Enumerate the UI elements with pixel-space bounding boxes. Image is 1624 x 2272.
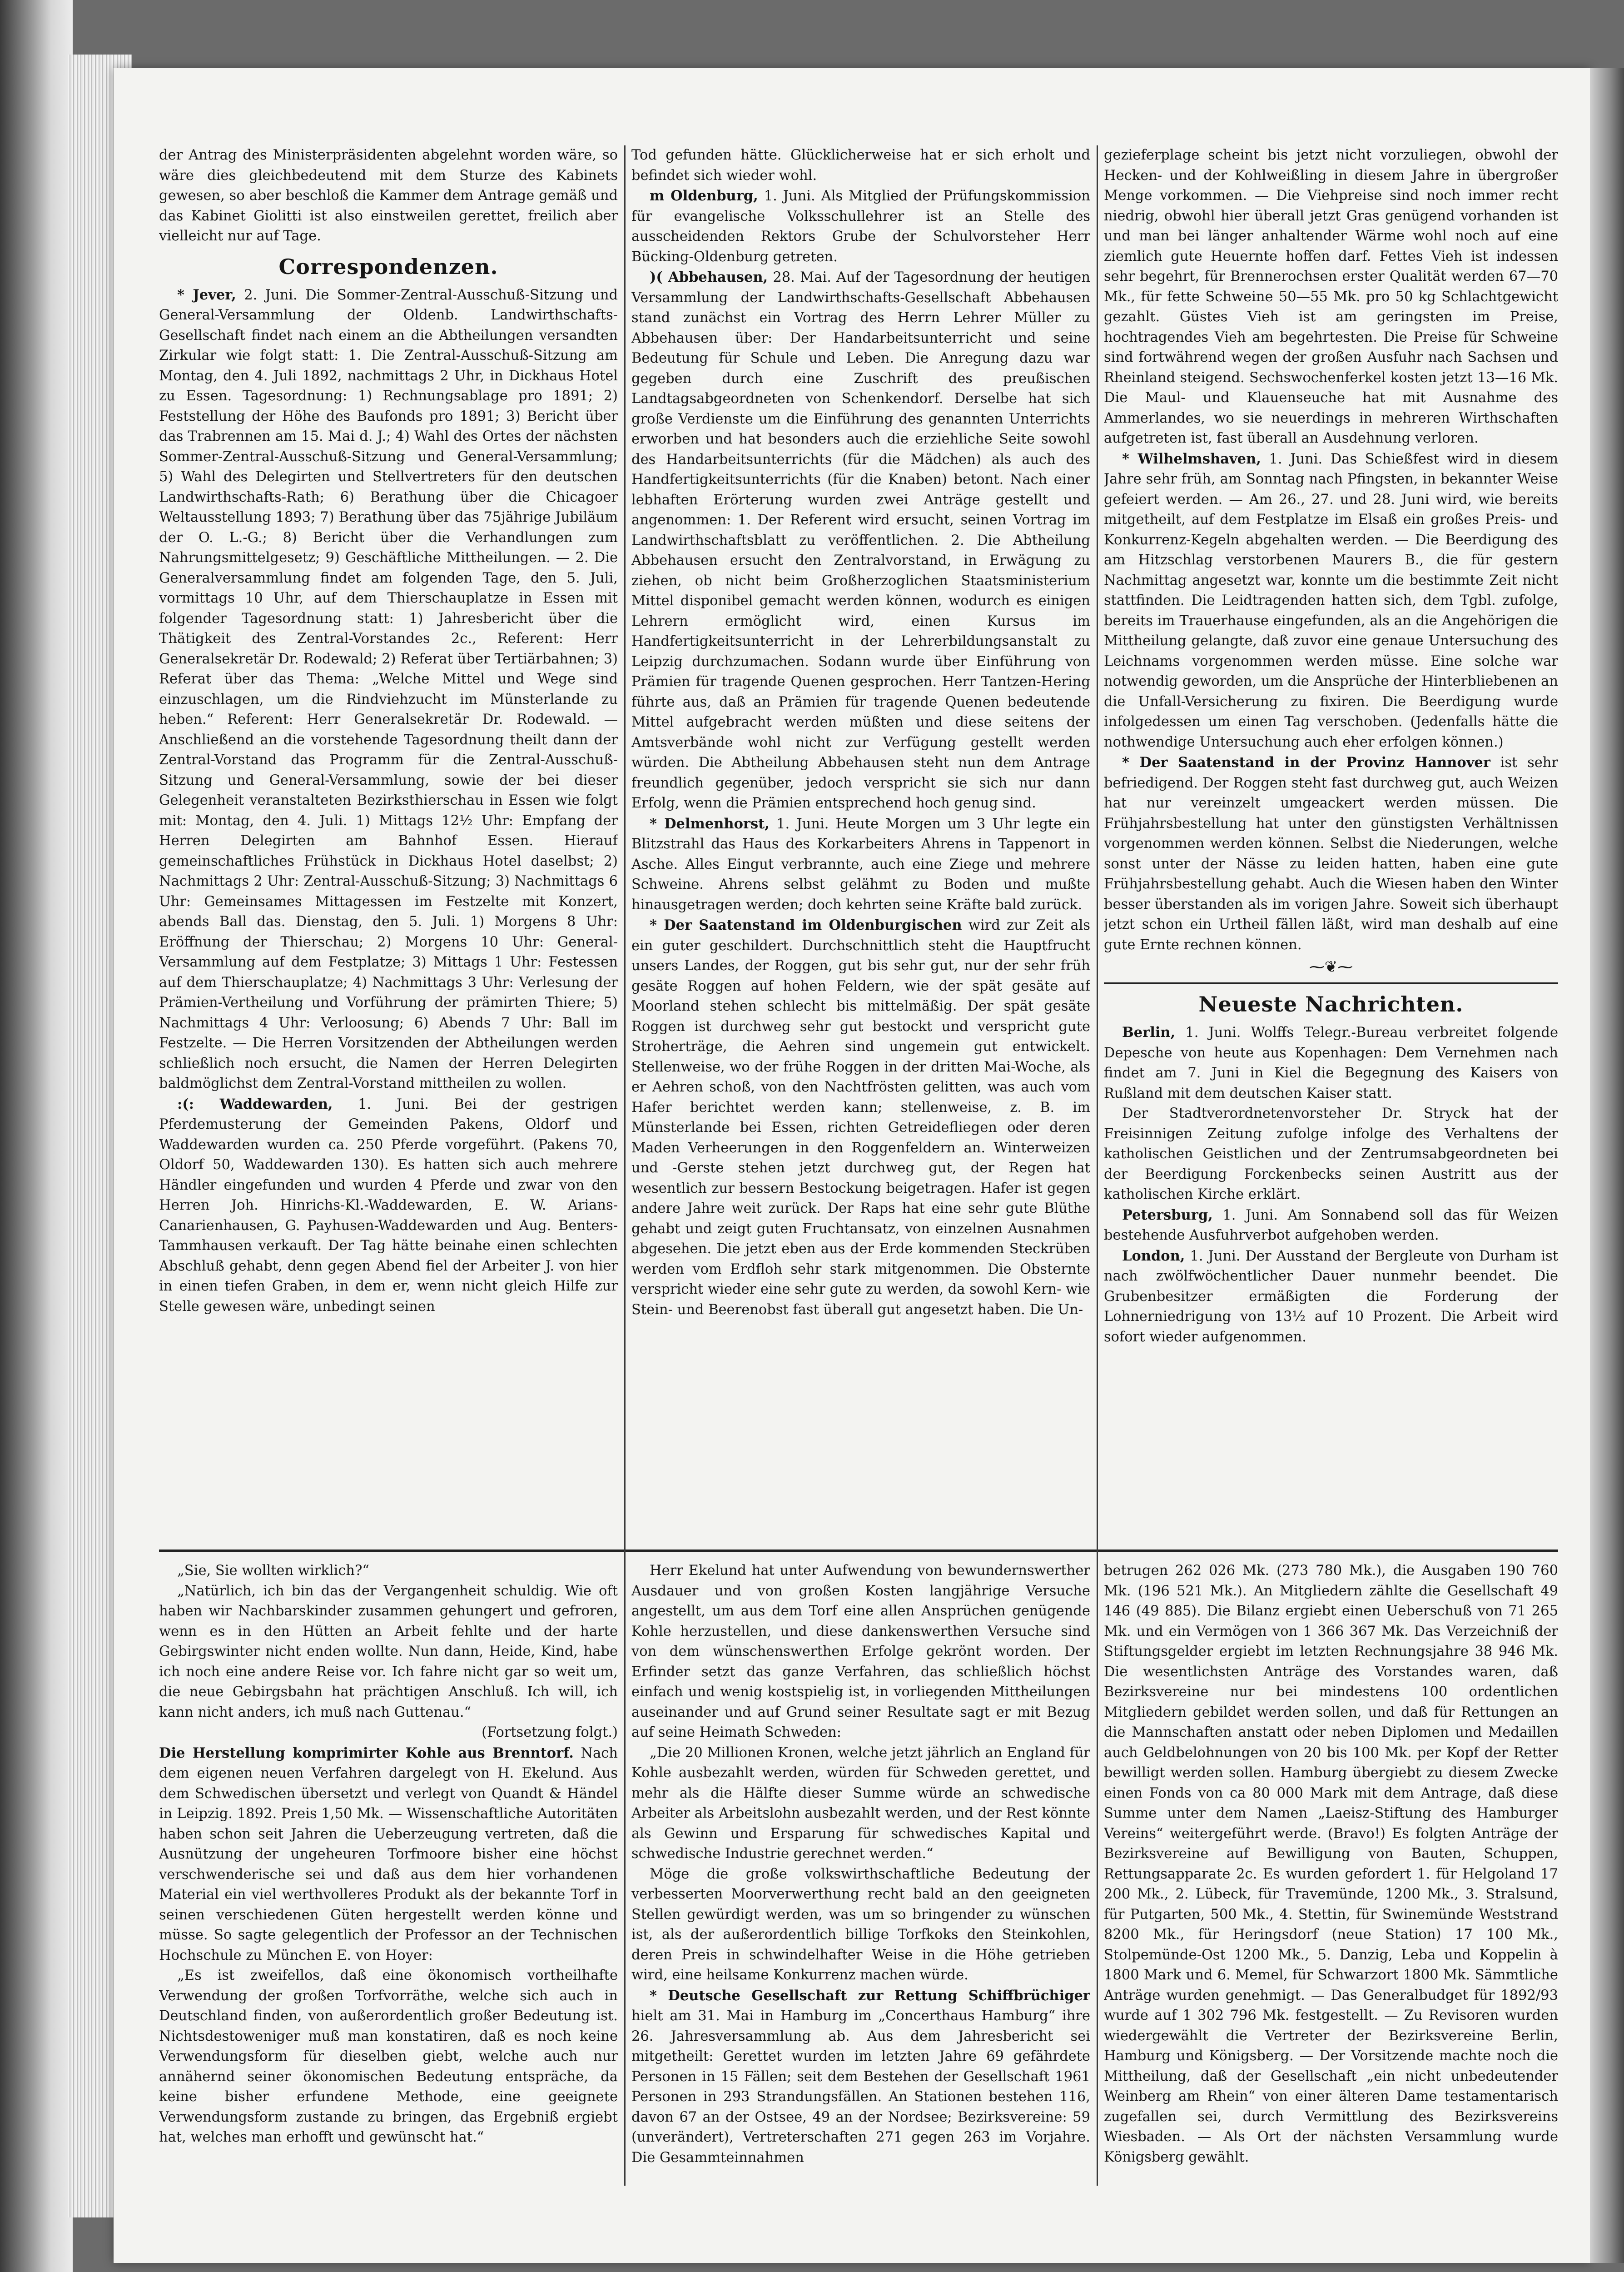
- article-text: ist sehr befriedigend. Der Roggen steht fast durchweg gut, auch Weizen hat nur vereinzelt umgeackert werden müssen. Die Frühjahrsbestellung hat unter den günstigsten Verhältnissen vorgenommen werden können. Selbst die Niederungen, welche sonst unter der Nässe zu leiden hatten, haben eine gute Frühjahrsbestellung gehabt. Auch die Wiesen haben den Winter besser überstanden als im vorigen Jahre. Soweit sich überhaupt jetzt schon ein Urtheil fällen läßt, wird man deshalb auf eine gute Ernte rechnen können.: [1104, 755, 1558, 953]
- article-paragraph: [631, 915, 1090, 1320]
- article-text: 1. Juni. Der Ausstand der Bergleute von Durham ist nach zwölfwöchentlicher Dauer nunmehr beendet. Die Grubenbesitzer ermäßigten die Forderung der Lohnerniedrigung von 13½ auf 10 Prozent. Die Arbeit wird sofort wieder aufgenommen.: [1104, 1248, 1558, 1345]
- article-dateline: Petersburg,: [1122, 1206, 1213, 1223]
- article-dateline: * Delmenhorst,: [650, 815, 770, 832]
- section-heading: Correspondenzen.: [278, 254, 498, 279]
- article-dateline: * Der Saatenstand in der Provinz Hannover: [1122, 754, 1490, 771]
- article-text: 1. Juni. Das Schießfest wird in diesem Jahre sehr früh, am Sonntag nach Pfingsten, in bekannter Weise gefeiert werden. — Am 26., 27. und 28. Juni wird, wie bereits mitgetheilt, auf dem Festplatze im Elsaß ein großes Preis- und Konkurrenz-Kegeln abgehalten werden. — Die Beerdigung des am Hitzschlag verstorbenen Maurers B., die für gestern Nachmittag angesetzt war, konnte um die bestimmte Zeit nicht stattfinden. Die Leidtragenden hatten sich, dem Tgbl. zufolge, bereits im Trauerhause eingefunden, als an die Angehörigen die Mittheilung gelangte, daß zuvor eine genaue Untersuchung des Leichnams vorgenommen werden müsse. Eine solche war notwendig geworden, um die Ansprüche der Hinterbliebenen an die Unfall-Versicherung zu fixiren. Die Beerdigung wurde infolgedessen um einen Tag verschoben. (Jedenfalls hätte die nothwendige Untersuchung auch eher erfolgen können.): [1104, 451, 1558, 750]
- column-left-bottom: [159, 1561, 618, 2188]
- column-right-bottom: [1104, 1561, 1558, 2188]
- section-heading: Neueste Nachrichten.: [1104, 982, 1558, 1018]
- article-paragraph: [159, 1581, 618, 1723]
- article-paragraph: [1104, 449, 1558, 753]
- article-paragraph: [631, 145, 1090, 186]
- article-paragraph: [1104, 1205, 1558, 1246]
- article-text: Herr Ekelund hat unter Aufwendung von bewundernswerther Ausdauer und von großen Kosten langjährige Versuche angestellt, um aus dem Torf eine allen Ansprüchen genügende Kohle herzustellen, und diese dankenswerthen Versuche sind von dem wünschenswerthen Erfolge gekrönt worden. Der Erfinder setzt das ganze Verfahren, das schließlich höchst einfach und wenig kostspielig ist, in vorliegenden Mittheilungen auseinander und auf Grund seiner Resultate sagt er mit Bezug auf seine Heimath Schweden:: [631, 1563, 1090, 1740]
- article-paragraph: [1104, 1104, 1558, 1205]
- article-paragraph: [1104, 1246, 1558, 1348]
- newspaper-sheet: [45, 80, 1599, 2242]
- article-paragraph: [1104, 1561, 1558, 2167]
- column-middle-top: [631, 145, 1090, 1545]
- article-paragraph: [631, 1986, 1090, 2168]
- article-text: „Natürlich, ich bin das der Vergangenheit schuldig. Wie oft haben wir Nachbarskinder zusammen gehungert und gefroren, wenn es in den Hütten an Arbeit fehlte und der harte Gebirgswinter nicht enden wollte. Nun dann, Heide, Kind, habe ich noch eine andere Reise vor. Ich fahre nicht gar so weit um, die neue Gebirgsbahn hat prächtigen Anschluß. Ich will, ich kann nicht anders, ich muß nach Guttenau.“: [159, 1583, 618, 1720]
- ornament-divider: ⁓❦⁓: [1309, 958, 1353, 976]
- column-left-top: [159, 145, 618, 1545]
- article-text: „Sie, Sie wollten wirklich?“: [177, 1563, 370, 1579]
- article-dateline: * Jever,: [177, 286, 236, 303]
- article-paragraph: [631, 1864, 1090, 1986]
- article-text: Möge die große volkswirthschaftliche Bedeutung der verbesserten Moorverwerthung recht bald an den geeigneten Stellen gewürdigt werden, was um so bringender zu wünschen ist, als der außerordentlich billige Torfkoks den Steinkohlen, deren Preis in schwindelhafter Weise in die Höhe getrieben wird, eine heilsame Konkurrenz machen würde.: [631, 1866, 1090, 1983]
- article-dateline: Berlin,: [1122, 1024, 1176, 1041]
- article-paragraph: [631, 1561, 1090, 1743]
- article-dateline: * Deutsche Gesellschaft zur Rettung Schiffbrüchiger: [650, 1987, 1090, 2004]
- article-paragraph: [631, 814, 1090, 916]
- section-rule: [159, 1550, 1558, 1552]
- article-text: 2. Juni. Die Sommer-Zentral-Ausschuß-Sitzung und General-Versammlung der Oldenb. Landwirthschafts-Gesellschaft findet nach einem an die Abtheilungen versandten Zirkular wie folgt statt: 1. Die Zentral-Ausschuß-Sitzung am Montag, den 4. Juli 1892, nachmittags 2 Uhr, in Dickhaus Hotel zu Essen. Tagesordnung: 1) Rechnungsablage pro 1891; 2) Feststellung der Höhe des Baufonds pro 1891; 3) Bericht über das Trabrennen am 15. Mai d. J.; 4) Wahl des Ortes der nächsten Sommer-Zentral-Ausschuß-Sitzung und General-Versammlung; 5) Wahl des Delegirten und Stellvertreters für den deutschen Landwirthschafts-Rath; 6) Berathung über die Chicagoer Weltausstellung 1893; 7) Berathung über das 75jährige Jubiläum der O. L.-G.; 8) Bericht über die Verhandlungen zum Nahrungsmittelgesetz; 9) Geschäftliche Mittheilungen. — 2. Die Generalversammlung findet am folgenden Tage, den 5. Juli, vormittags 10 Uhr, auf dem Thierschauplatze in Essen mit folgender Tagesordnung statt: 1) Jahresbericht über die Thätigkeit des Zentral-Vorstandes 2c., Referent: Herr Generalsekretär Dr. Rodewald; 2) Referat über Tertiärbahnen; 3) Referat über das Thema: „Welche Mittel und Wege sind einzuschlagen, um die Rindviehzucht im Münsterlande zu heben.“ Referent: Herr Generalsekretär Dr. Rodewald. — Anschließend an die vorstehende Tagesordnung theilt dann der Zentral-Vorstand das Programm für die Zentral-Ausschuß-Sitzung und General-Versammlung, sowie der bei dieser Gelegenheit veranstalteten Bezirksthierschau in Essen wie folgt mit: Montag, den 4. Juli. 1) Mittags 12½ Uhr: Empfang der Herren Delegirten am Bahnhof Essen. Hierauf gemeinschaftliches Frühstück in Dickhaus Hotel daselbst; 2) Nachmittags 2 Uhr: Zentral-Ausschuß-Sitzung; 3) Nachmittags 6 Uhr: Gemeinsames Mittagessen im Festzelte mit Konzert, abends Ball das. Dienstag, den 5. Juli. 1) Morgens 8 Uhr: Eröffnung der Thierschau; 2) Morgens 10 Uhr: General-Versammlung auf dem Festplatze; 3) Mittags 1 Uhr: Festessen auf dem Thierschauplatze; 4) Nachmittags 3 Uhr: Verlesung der Prämien-Vertheilung und Vorführung der prämirten Thiere; 5) Nachmittags 4 Uhr: Verloosung; 6) Abends 7 Uhr: Ball im Festzelte. — Die Herren Vorsitzenden der Abtheilungen werden schließlich noch ersucht, die Namen der Herren Delegirten baldmöglichst dem Zentral-Vorstand mittheilen zu wollen.: [159, 287, 618, 1091]
- article-text: wird zur Zeit als ein guter geschildert. Durchschnittlich steht die Hauptfrucht unsers Landes, der Roggen, gut bis sehr gut, nur der sehr früh gesäte Roggen auf hohen Feldern, wie der spät gesäte auf Moorland stehen schlecht bis mittelmäßig. Der spät gesäte Roggen ist durchweg sehr gut bestockt und verspricht gute Stroherträge, die Aehren sind ungemein gut entwickelt. Stellenweise, wo der frühe Roggen in der dritten Mai-Woche, als er Aehren schoß, von den Nachtfrösten gelitten, was auch vom Hafer berichtet werden kann; stellenweise, z. B. im Münsterlande bei Essen, richten Getreidefliegen oder deren Maden Verheerungen in den Roggenfeldern an. Winterweizen und -Gerste stehen jetzt durchweg gut, der Regen hat wesentlich zur bessern Bestockung beigetragen. Hafer ist gegen andere Jahre weit zurück. Der Raps hat eine sehr gute Blüthe gehabt und zeigt guten Fruchtansatz, von einzelnen Ausnahmen abgesehen. Die jetzt eben aus der Erde kommenden Steckrüben werden vom Erdfloh sehr stark mitgenommen. Die Obsternte verspricht wieder eine sehr gute zu werden, da sowohl Kern- wie Stein- und Beerenobst fast überall gut angesetzt haben. Die Un-: [631, 917, 1090, 1318]
- article-text: 28. Mai. Auf der Tagesordnung der heutigen Versammlung der Landwirthschafts-Gesellschaft Abbehausen stand zunächst ein Vortrag des Herrn Lehrer Müller zu Abbehausen über: Der Handarbeitsunterricht und seine Bedeutung für Schule und Leben. Die Anregung dazu war gegeben durch eine Zuschrift des preußischen Landtagsabgeordneten von Schenkendorf. Derselbe hat sich große Verdienste um die Einführung des genannten Unterrichts erworben und hat besonders auch die erziehliche Seite sowohl des Handarbeitsunterrichts (für die Mädchen) als auch des Handfertigkeitsunterrichts (für die Knaben) betont. Nach einer lebhaften Erörterung wurden zwei Anträge gestellt und angenommen: 1. Der Referent wird ersucht, seinen Vortrag im Landwirthschaftsblatt zu veröffentlichen. 2. Die Abtheilung Abbehausen ersucht den Zentralvorstand, in Erwägung zu ziehen, ob nicht beim Großherzoglichen Staatsministerium Mittel disponibel gemacht werden können, wodurch es einigen Lehrern ermöglicht wird, einen Kursus im Handfertigkeitsunterricht in der Lehrerbildungsanstalt zu Leipzig durchzumachen. Sodann wurde über Einführung von Prämien für tragende Quenen gesprochen. Herr Tantzen-Hering führte aus, daß an Prämien für tragende Quenen bedeutende Mittel aufgebracht werden müßten und diese seitens der Amtsverbände wohl nicht zur Verfügung gestellt werden würden. Die Abtheilung Abbehausen steht nun dem Antrage freundlich gegenüber, jedoch verspricht sie sich nur dann Erfolg, wenn die Prämien entsprechend hoch genug sind.: [631, 269, 1090, 811]
- article-paragraph: [159, 1094, 618, 1317]
- article-text: 1. Juni. Als Mitglied der Prüfungskommission für evangelische Volksschullehrer ist an Stelle des ausscheidenden Rektors Grube der Schulvorsteher Herr Bücking-Oldenburg getreten.: [631, 188, 1090, 265]
- article-dateline: )( Abbehausen,: [650, 269, 768, 285]
- column-right-top: [1104, 145, 1558, 1545]
- article-paragraph: [1104, 752, 1558, 955]
- article-paragraph: [159, 1561, 618, 1581]
- article-dateline: * Der Saatenstand im Oldenburgischen: [650, 917, 962, 933]
- article-text: „Die 20 Millionen Kronen, welche jetzt jährlich an England für Kohle ausbezahlt werden, würden für Schweden gerettet, und mehr als die Hälfte dieser Summe würde an schwedische Arbeiter als Arbeitslohn ausbezahlt werden, und der Rest könnte als Gewinn und Ersparung für schwedisches Kapital und schwedische Industrie gerechnet werden.“: [631, 1744, 1090, 1862]
- article-paragraph: [159, 285, 618, 1094]
- article-text: Nach dem eigenen neuen Verfahren dargelegt von H. Ekelund. Aus dem Schwedischen übersetzt und verlegt von Quandt & Händel in Leipzig. 1892. Preis 1,50 Mk. — Wissenschaftliche Autoritäten haben schon seit Jahren die Ueberzeugung vertreten, daß die Ausnützung der ungeheuren Torfmoore bisher eine höchst verschwenderische sei und daß aus dem hier vorhandenen Material ein viel werthvolleres Produkt als der bekannte Torf in seinen verschiedenen Güten hergestellt werden könne und müsse. So sagte gelegentlich der Professor an der Technischen Hochschule zu München E. von Hoyer:: [159, 1745, 618, 1963]
- article-text: Tod gefunden hätte. Glücklicherweise hat er sich erholt und befindet sich wieder wohl.: [631, 147, 1090, 184]
- article-paragraph: [159, 1966, 618, 2148]
- article-paragraph: [159, 1743, 618, 1966]
- article-text: betrugen 262 026 Mk. (273 780 Mk.), die Ausgaben 190 760 Mk. (196 521 Mk.). An Mitgliedern zählte die Gesellschaft 49 146 (49 885). Die Bilanz ergiebt einen Ueberschuß von 71 265 Mk. und ein Vermögen von 1 366 367 Mk. Das Verzeichniß der Stiftungsgelder ergiebt im letzten Rechnungsjahre 38 946 Mk. Die wesentlichsten Anträge des Vorstandes waren, daß Bezirksvereine nur bei mindestens 100 ordentlichen Mitgliedern gebildet werden sollen, und daß für Rettungen an die Mannschaften anstatt oder neben Diplomen und Medaillen auch Geldbelohnungen von 20 bis 100 Mk. per Kopf der Retter bewilligt werden sollen. Hamburg übergiebt zu diesem Zwecke einen Fonds von ca 80 000 Mark mit dem Antrage, daß diese Summe unter dem Namen „Laeisz-Stiftung des Hamburger Vereins“ weitergeführt werde. (Bravo!) Es folgten Anträge der Bezirksvereine auf Bewilligung von Bauten, Schuppen, Rettungsapparate 2c. Es wurden gefordert 1. für Helgoland 17 200 Mk., 2. Lübeck, für Travemünde, 1200 Mk., 3. Stralsund, für Putgarten, 500 Mk., 4. Stettin, für Swinemünde Weststrand 8200 Mk., für Heringsdorf (neue Station) 17 100 Mk., Stolpemünde-Ost 1200 Mk., 5. Danzig, Leba und Koppelin à 1800 Mark und 6. Memel, für Schwarzort 1800 Mk. Sämmtliche Anträge wurden genehmigt. — Das Generalbudget für 1892/93 wurde auf 1 302 796 Mk. festgestellt. — Zu Revisoren wurden wiedergewählt die Vertreter der Bezirksvereine Berlin, Hamburg und Königsberg. — Der Vorsitzende machte noch die Mittheilung, daß der Gesellschaft „ein nicht unbedeutender Weinberg am Rhein“ von einer älteren Dame testamentarisch zugefallen sei, durch Vermittlung des Bezirksvereins Wiesbaden. — Als Ort der nächsten Versammlung wurde Königsberg gewählt.: [1104, 1563, 1558, 2165]
- column-middle-bottom: [631, 1561, 1090, 2188]
- continuation-note: (Fortsetzung folgt.): [482, 1724, 618, 1740]
- article-text: hielt am 31. Mai in Hamburg im „Concerthaus Hamburg“ ihre 26. Jahresversammlung ab. Aus dem Jahresbericht sei mitgetheilt: Gerettet wurden im letzten Jahre 69 gefährdete Personen in 15 Fällen; seit dem Bestehen der Gesellschaft 1961 Personen in 293 Strandungsfällen. An Stationen bestehen 116, davon 67 an der Ostsee, 49 an der Nordsee; Bezirksvereine: 59 (unverändert), Vertreterschaften 271 gegen 263 im Vorjahre. Die Gesammteinnahmen: [631, 2008, 1090, 2166]
- article-paragraph: [159, 145, 618, 247]
- article-paragraph: [1104, 1022, 1558, 1104]
- column-divider-2: [1097, 145, 1098, 2186]
- article-paragraph: [631, 186, 1090, 267]
- article-text: gezieferplage scheint bis jetzt nicht vorzuliegen, obwohl der Hecken- und der Kohlweißling in diesem Jahre in übergroßer Menge vorkommen. — Die Viehpreise sind noch immer recht niedrig, obwohl hier überall jetzt Gras genügend vorhanden ist und man bei länger anhaltender Wärme wohl noch auf eine ziemlich gute Heuernte hoffen darf. Fettes Vieh ist indessen sehr begehrt, für Brennerochsen erster Qualität werden 67—70 Mk., für fette Schweine 50—55 Mk. pro 50 kg Schlachtgewicht gezahlt. Güstes Vieh ist am geringsten im Preise, hochtragendes Vieh am begehrtesten. Die Preise für Schweine sind fortwährend wegen der großen Ausfuhr nach Sachsen und Rheinland steigend. Sechswochenferkel kosten jetzt 13—16 Mk. Die Maul- und Klauenseuche hat mit Ausnahme des Ammerlandes, wo sie neuerdings in mehreren Wirthschaften aufgetreten ist, fast überall an Ausdehnung verloren.: [1104, 147, 1558, 446]
- article-paragraph: [631, 267, 1090, 814]
- article-dateline: London,: [1122, 1247, 1185, 1264]
- article-text: der Antrag des Ministerpräsidenten abgelehnt worden wäre, so wäre dies gleichbedeutend mit dem Sturze des Kabinets gewesen, so aber beschloß die Kammer dem Antrage gemäß und das Kabinet Giolitti ist also einstweilen gerettet, freilich aber vielleicht nur auf Tage.: [159, 147, 618, 244]
- article-text: 1. Juni. Bei der gestrigen Pferdemusterung der Gemeinden Pakens, Oldorf und Waddewarden wurden ca. 250 Pferde vorgeführt. (Pakens 70, Oldorf 50, Waddewarden 130). Es hatten sich auch mehrere Händler eingefunden und wurden 4 Pferde und zwar von den Herren Joh. Hinrichs-Kl.-Waddewarden, E. W. Arians-Canarienhausen, G. Payhusen-Waddewarden und Aug. Benters-Tammhausen verkauft. Der Tag hätte beinahe einen schlechten Abschluß gehabt, denn gegen Abend fiel der Arbeiter J. von hier in einen tiefen Graben, in dem er, wenn nicht gleich Hilfe zur Stelle gewesen wäre, unbedingt seinen: [159, 1096, 618, 1315]
- article-dateline: Die Herstellung komprimirter Kohle aus Brenntorf.: [159, 1744, 574, 1761]
- article-text: 1. Juni. Heute Morgen um 3 Uhr legte ein Blitzstrahl das Haus des Korkarbeiters Ahrens in Tappenort in Asche. Alles Eingut verbrannte, auch eine Ziege und mehrere Schweine. Ahrens selbst gelähmt zu Boden und mußte hinausgetragen werden; doch kehrten seine Kräfte bald zurück.: [631, 816, 1090, 913]
- article-text: Der Stadtverordnetenvorsteher Dr. Stryck hat der Freisinnigen Zeitung zufolge infolge des Verhaltens der katholischen Geistlichen und der Zentrumsabgeordneten bei der Beerdigung Forckenbecks seinen Austritt aus der katholischen Kirche erklärt.: [1104, 1106, 1558, 1202]
- article-dateline: m Oldenburg,: [650, 188, 758, 204]
- column-divider-1: [624, 145, 626, 2186]
- article-paragraph: [631, 1743, 1090, 1864]
- article-text: „Es ist zweifellos, daß eine ökonomisch vortheilhafte Verwendung der großen Torfvorräthe, welche sich auch in Deutschland finden, von außerordentlich großer Bedeutung ist. Nichtsdestoweniger muß man konstatiren, daß es noch keine Verwendungsform für dieselben giebt, welche auch nur annähernd seiner ökonomischen Bedeutung entspräche, da keine bisher erfundene Methode, eine geeignete Verwendungsform zustande zu bringen, das Ergebniß ergiebt hat, welches man erhofft und gewünscht hat.“: [159, 1968, 618, 2145]
- article-text: 1. Juni. Am Sonnabend soll das für Weizen bestehende Ausfuhrverbot aufgehoben werden.: [1104, 1207, 1558, 1243]
- article-paragraph: [1104, 145, 1558, 449]
- article-dateline: * Wilhelmshaven,: [1122, 450, 1261, 467]
- article-dateline: :(: Waddewarden,: [177, 1096, 333, 1112]
- article-text: 1. Juni. Wolffs Telegr.-Bureau verbreitet folgende Depesche von heute aus Kopenhagen: Dem Vernehmen nach findet am 7. Juni in Kiel die Begegnung des Kaisers von Rußland mit dem deutschen Kaiser statt.: [1104, 1025, 1558, 1101]
